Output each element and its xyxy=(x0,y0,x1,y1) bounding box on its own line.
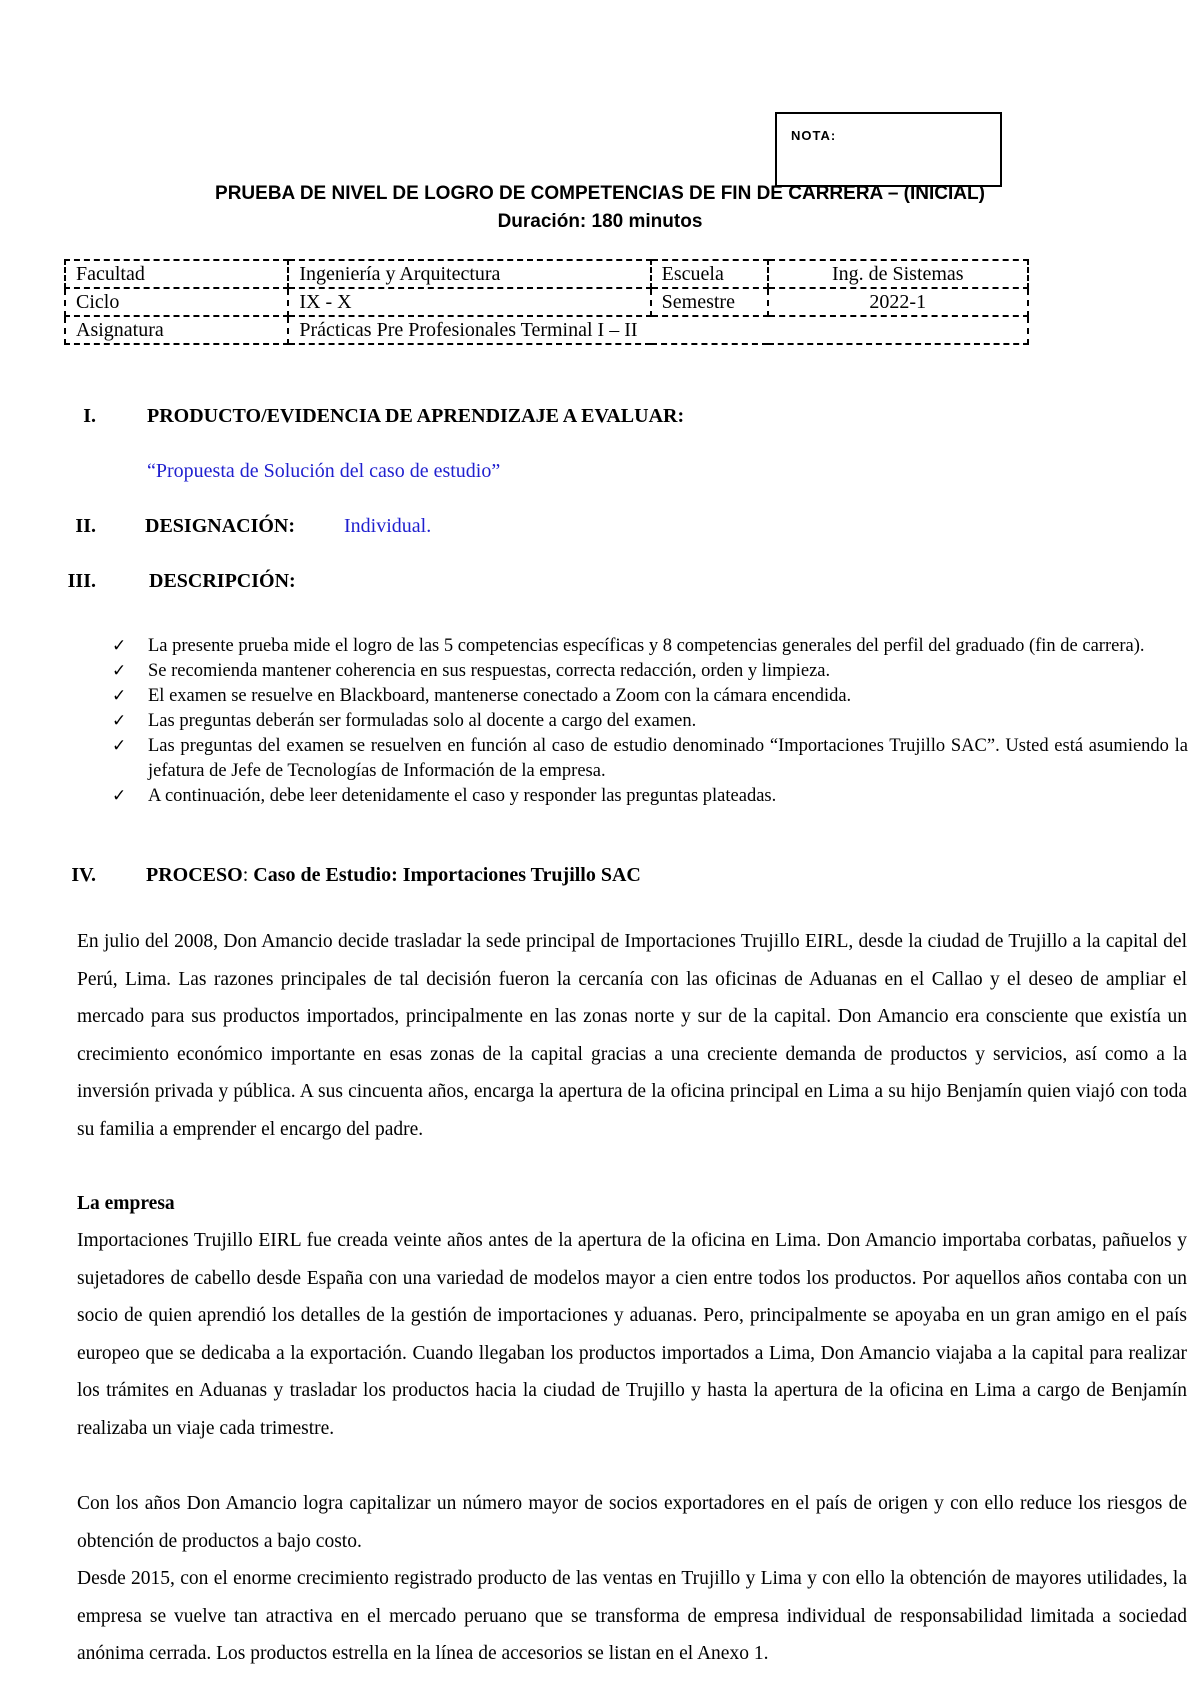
designation-value: Individual. xyxy=(344,515,432,537)
checkmark-icon: ✓ xyxy=(112,711,127,731)
grade-box xyxy=(775,112,1002,187)
section-title: DESIGNACIÓN: xyxy=(145,515,296,537)
exam-duration: Duración: 180 minutos xyxy=(497,211,703,232)
table-cell: 2022-1 xyxy=(768,288,1028,316)
section-title: PROCESO: Caso de Estudio: Importaciones Trujillo SAC xyxy=(146,864,641,886)
section-number: III. xyxy=(67,570,96,592)
list-item: ✓ A continuación, debe leer detenidamente el caso y responder las preguntas plateadas. xyxy=(112,784,1188,809)
checkmark-icon: ✓ xyxy=(112,736,127,756)
table-cell: Asignatura xyxy=(65,316,288,344)
checkmark-icon: ✓ xyxy=(112,786,127,806)
table-row xyxy=(65,260,1028,288)
section-number: II. xyxy=(75,515,96,537)
case-paragraph-1: En julio del 2008, Don Amancio decide trasladar la sede principal de Importaciones Trujillo EIRL, desde la ciudad de Trujillo a la capital del Perú, Lima. Las razones principales de tal decisión fueron la cercanía con las oficinas de Aduanas en el Callao y el deseo de ampliar el mercado para sus productos importados, principalmente en las zonas norte y sur de la capital. Don Amancio era consciente que existía un crecimiento económico importante en esas zonas de la capital gracias a una creciente demanda de productos y servicios, así como a la inversión privada y pública. A sus cincuenta años, encarga la apertura de la oficina principal en Lima a su hijo Benjamín quien viajó con toda su familia a emprender el encargo del padre. xyxy=(77,931,1187,1140)
checkmark-icon: ✓ xyxy=(112,636,127,656)
table-cell: IX - X xyxy=(288,288,650,316)
exam-title: PRUEBA DE NIVEL DE LOGRO DE COMPETENCIAS DE FIN DE CARRERA – (INICIAL) xyxy=(215,183,985,204)
case-paragraph-3: Con los años Don Amancio logra capitalizar un número mayor de socios exportadores en el país de origen y con ello reduce los riesgos de obtención de productos a bajo costo. xyxy=(77,1493,1187,1552)
section-number: I. xyxy=(83,405,96,427)
grade-label: NOTA: xyxy=(791,128,837,143)
table-cell: Semestre xyxy=(651,288,768,316)
checkmark-icon: ✓ xyxy=(112,686,127,706)
list-item: ✓ El examen se resuelve en Blackboard, mantenerse conectado a Zoom con la cámara encendida. xyxy=(112,684,1188,709)
instructions-list xyxy=(112,634,1188,809)
list-item: ✓ Se recomienda mantener coherencia en sus respuestas, correcta redacción, orden y limpieza. xyxy=(112,659,1188,684)
table-cell: Ingeniería y Arquitectura xyxy=(288,260,650,288)
list-item: ✓ La presente prueba mide el logro de las 5 competencias específicas y 8 competencias generales del perfil del graduado (fin de carrera). xyxy=(112,634,1188,659)
checkmark-icon: ✓ xyxy=(112,661,127,681)
table-cell: Prácticas Pre Profesionales Terminal I – II xyxy=(288,316,1028,344)
case-paragraph-2: Importaciones Trujillo EIRL fue creada veinte años antes de la apertura de la oficina en Lima. Don Amancio importaba corbatas, pañuelos y sujetadores de cabello desde España con una variedad de modelos mayor a cien entre todos los productos. Por aquellos años contaba con un socio de quien aprendió los detalles de la gestión de importaciones y aduanas. Pero, principalmente se apoyaba en un gran amigo en el país europeo que se dedicaba a la exportación. Cuando llegaban los productos importados a Lima, Don Amancio viajaba a la capital para realizar los trámites en Aduanas y trasladar los productos hacia la ciudad de Trujillo y hasta la apertura de la oficina en Lima a cargo de Benjamín realizaba un viaje cada trimestre. xyxy=(77,1230,1187,1439)
table-row xyxy=(65,288,1028,316)
info-table xyxy=(64,259,1029,345)
table-cell: Escuela xyxy=(651,260,768,288)
section-number: IV. xyxy=(71,864,96,886)
list-item: ✓ Las preguntas deberán ser formuladas solo al docente a cargo del examen. xyxy=(112,709,1188,734)
table-row xyxy=(65,316,1028,344)
list-item: ✓ Las preguntas del examen se resuelven en función al caso de estudio denominado “Importaciones Trujillo SAC”. Usted está asumiendo la jefatura de Jefe de Tecnologías de Información de la empresa. xyxy=(112,736,1188,781)
table-cell: Facultad xyxy=(65,260,288,288)
case-paragraph-4: Desde 2015, con el enorme crecimiento registrado producto de las ventas en Trujillo y Lima y con ello la obtención de mayores utilidades, la empresa se vuelve tan atractiva en el mercado peruano que se transforma de empresa individual de responsabilidad limitada a sociedad anónima cerrada. Los productos estrella en la línea de accesorios se listan en el Anexo 1. xyxy=(77,1568,1187,1665)
section-title: PRODUCTO/EVIDENCIA DE APRENDIZAJE A EVALUAR: xyxy=(147,405,685,427)
section-title: DESCRIPCIÓN: xyxy=(149,570,296,592)
table-cell: Ing. de Sistemas xyxy=(768,260,1028,288)
company-heading: La empresa xyxy=(77,1193,175,1214)
table-cell: Ciclo xyxy=(65,288,288,316)
evidence-value: “Propuesta de Solución del caso de estudio” xyxy=(147,460,501,482)
